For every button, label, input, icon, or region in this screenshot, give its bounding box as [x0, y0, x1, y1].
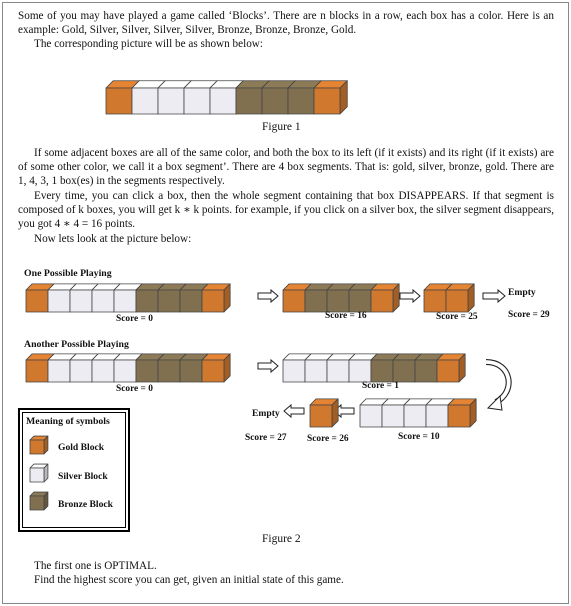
playing2-arrow-3: [284, 405, 304, 417]
legend-label-gold: Gold Block: [58, 442, 105, 453]
playing1-arrow-3: [483, 290, 505, 302]
playing2-title: Another Possible Playing: [24, 339, 129, 350]
legend-label-bronze: Bronze Block: [58, 499, 113, 510]
legend-swatches: [20, 410, 128, 530]
closing-optimal: The first one is OPTIMAL.: [34, 560, 157, 572]
playing2-state1-block-9: [202, 354, 230, 382]
playing1-title: One Possible Playing: [24, 268, 112, 279]
playing2-score-4: Score = 27: [245, 433, 287, 443]
intro-lead: The corresponding picture will be as shown below:: [34, 38, 263, 51]
playing1-arrow-1: [258, 290, 278, 302]
playing2-state4-block-1: [310, 399, 338, 427]
closing-paragraph: [18, 559, 554, 587]
legend-label-silver: Silver Block: [58, 471, 108, 482]
playing1-arrow-2: [400, 290, 420, 302]
figure2-lead: Now lets look at the picture below:: [34, 233, 192, 245]
playing1-score-2: Score = 25: [436, 312, 478, 322]
playing2-arrow-1: [258, 360, 278, 372]
playing1-state3-block-2: [446, 284, 474, 312]
legend-box: [18, 408, 130, 532]
playing1-score-1: Score = 16: [325, 311, 367, 321]
figure2-caption: Figure 2: [262, 533, 301, 545]
figure1-caption: Figure 1: [262, 121, 301, 133]
playing2-score-0: Score = 0: [116, 384, 153, 394]
playing1-empty-label: Empty: [508, 287, 536, 298]
playing2-state2-block-8: [437, 354, 465, 382]
playing1-state2-block-5: [371, 284, 399, 312]
legend-title: Meaning of symbols: [26, 416, 110, 427]
scoring-rule: Every time, you can click a box, then the whole segment containing that box DISAPPEARS. If that segment is composed of k boxes, you will get k ∗ k points. for example, if you click on a silver box, the silver segment disappears, you got 4 ∗ 4 = 16 points.: [18, 190, 554, 231]
legend-swatch-gold: [30, 436, 48, 454]
playing1-state1-block-9: [202, 284, 230, 312]
intro-text: Some of you may have played a game called ‘Blocks’. There are n blocks in a row, each box has a color. Here is an example: Gold, Silver, Silver, Silver, Silver, Bronze, Bronze, Bronze, Gold.: [18, 10, 554, 37]
playing1-score-0: Score = 0: [116, 314, 153, 324]
playing2-curved-arrow: [486, 362, 509, 410]
playing2-score-3: Score = 26: [307, 434, 349, 444]
segment-definition: If some adjacent boxes are all of the same color, and both the box to its left (if it exists) and its right (if it exists) are of some other color, we call it a box segment’. There are 4 box segments. That is: gold, silver, bronze, gold. There are 1, 4, 3, 1 box(es) in the segments respectively.: [18, 147, 554, 188]
closing-question: Find the highest score you can get, given an initial state of this game.: [34, 574, 344, 587]
legend-swatch-silver: [30, 464, 48, 482]
playing2-empty-label: Empty: [252, 408, 280, 419]
playing2-score-2: Score = 10: [398, 432, 440, 442]
playing2-state3-block-5: [448, 399, 476, 427]
playing1-score-3: Score = 29: [508, 310, 550, 320]
playing2-score-1: Score = 1: [362, 381, 399, 391]
legend-swatch-bronze: [30, 492, 48, 510]
